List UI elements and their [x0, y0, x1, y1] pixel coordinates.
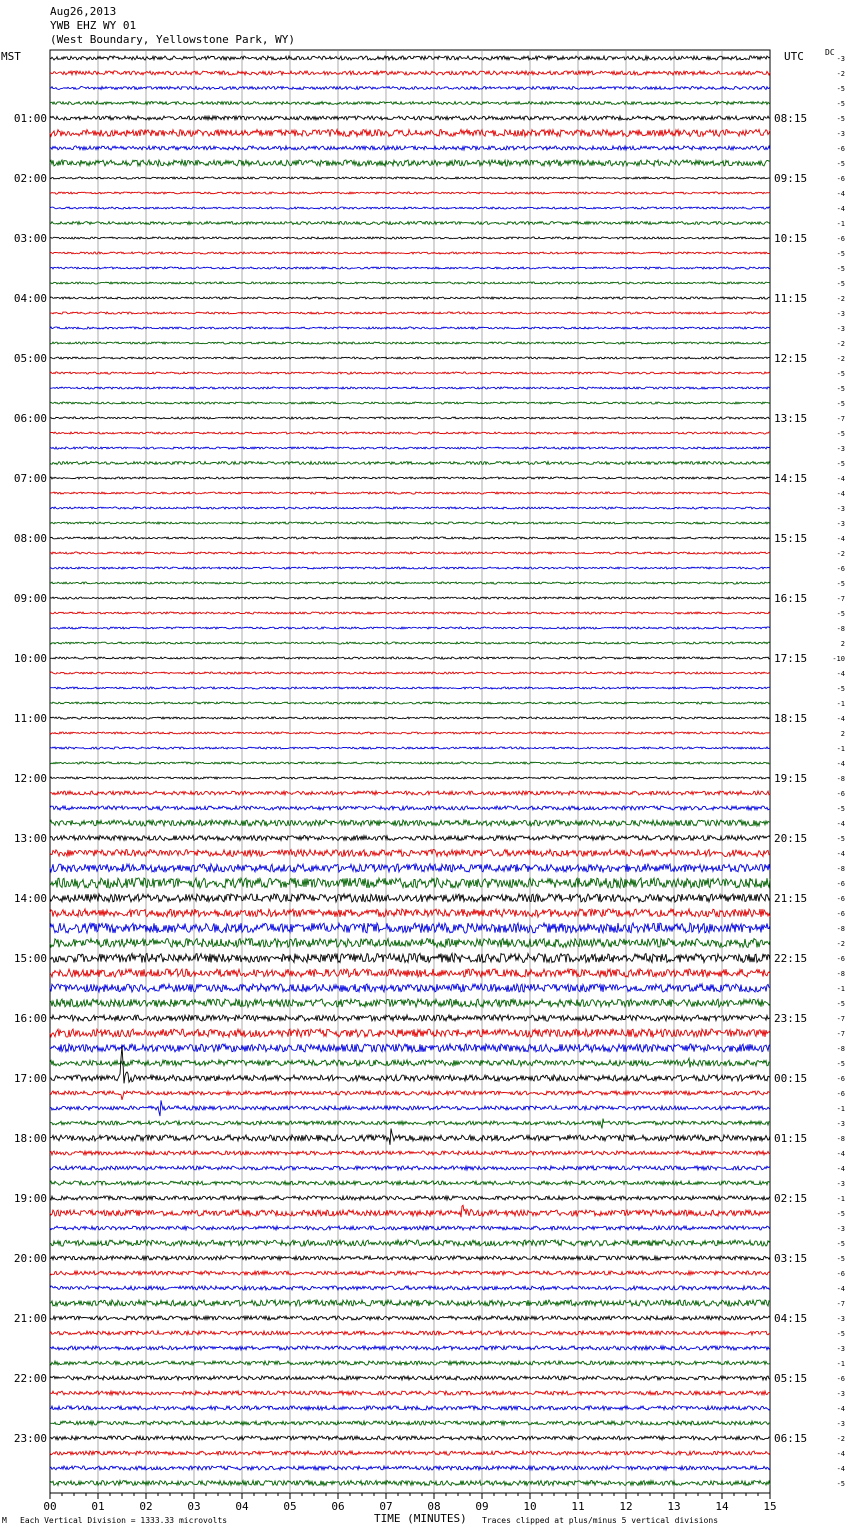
seismic-trace — [50, 507, 770, 509]
dc-offset-value: -6 — [836, 955, 845, 963]
x-tick-label: 12 — [619, 1500, 633, 1513]
seismic-trace — [50, 402, 770, 404]
dc-offset-value: -4 — [836, 850, 845, 858]
dc-offset-value: -3 — [836, 325, 845, 333]
dc-offset-header: DC — [825, 48, 835, 57]
dc-offset-value: -5 — [836, 430, 845, 438]
dc-offset-value: -3 — [836, 505, 845, 513]
dc-offset-value: -1 — [836, 985, 845, 993]
seismic-trace — [50, 1181, 770, 1185]
seismic-trace — [50, 1451, 770, 1455]
seismic-trace — [50, 462, 770, 465]
dc-offset-value: -2 — [836, 355, 845, 363]
dc-offset-value: -6 — [836, 235, 845, 243]
left-timezone-label: MST — [1, 50, 21, 63]
seismic-trace — [50, 1205, 770, 1217]
seismic-trace — [50, 1046, 770, 1083]
x-axis-title: TIME (MINUTES) — [374, 1512, 467, 1525]
dc-offset-value: -4 — [836, 490, 845, 498]
utc-hour-label: 20:15 — [774, 832, 808, 845]
dc-offset-value: -4 — [836, 205, 845, 213]
x-tick-label: 07 — [379, 1500, 393, 1513]
seismic-trace — [50, 537, 770, 539]
dc-offset-value: -4 — [836, 1150, 845, 1158]
mst-hour-label: 16:00 — [13, 1012, 47, 1025]
seismic-trace — [50, 923, 770, 933]
seismic-trace — [50, 1436, 770, 1440]
dc-offset-value: -6 — [836, 790, 845, 798]
seismic-trace — [50, 297, 770, 299]
mst-hour-label: 02:00 — [13, 172, 47, 185]
seismic-trace — [50, 282, 770, 284]
dc-offset-value: -5 — [836, 1480, 845, 1488]
seismic-trace — [50, 146, 770, 150]
x-tick-label: 11 — [571, 1500, 585, 1513]
seismic-trace — [50, 552, 770, 554]
seismic-trace — [50, 820, 770, 826]
seismic-trace — [50, 836, 770, 841]
seismic-trace — [50, 642, 770, 644]
seismic-trace — [50, 909, 770, 917]
dc-offset-value: -4 — [836, 535, 845, 543]
dc-offset-value: -4 — [836, 1465, 845, 1473]
seismic-trace — [50, 447, 770, 449]
seismic-trace — [50, 492, 770, 494]
seismic-trace — [50, 1406, 770, 1410]
dc-offset-value: -5 — [836, 1060, 845, 1068]
dc-offset-value: -4 — [836, 475, 845, 483]
dc-offset-value: -2 — [836, 550, 845, 558]
dc-offset-value: -4 — [836, 670, 845, 678]
dc-offset-value: -7 — [836, 1015, 845, 1023]
seismic-trace — [50, 192, 770, 194]
dc-offset-value: -5 — [836, 265, 845, 273]
seismic-trace — [50, 777, 770, 779]
mst-hour-label: 17:00 — [13, 1072, 47, 1085]
seismic-trace — [50, 878, 770, 888]
seismic-trace — [50, 477, 770, 479]
mst-hour-label: 22:00 — [13, 1372, 47, 1385]
x-tick-label: 00 — [43, 1500, 57, 1513]
utc-hour-label: 02:15 — [774, 1192, 808, 1205]
seismic-trace — [50, 582, 770, 584]
seismic-trace — [50, 864, 770, 872]
seismic-trace — [50, 1391, 770, 1395]
seismic-trace — [50, 999, 770, 1007]
x-tick-label: 01 — [91, 1500, 105, 1513]
seismic-trace — [50, 1376, 770, 1380]
mst-hour-label: 15:00 — [13, 952, 47, 965]
dc-offset-value: -1 — [836, 1195, 845, 1203]
seismic-trace — [50, 732, 770, 734]
mst-hour-label: 09:00 — [13, 592, 47, 605]
dc-offset-value: -1 — [836, 700, 845, 708]
dc-offset-value: -1 — [836, 745, 845, 753]
utc-hour-label: 04:15 — [774, 1312, 808, 1325]
mst-hour-label: 14:00 — [13, 892, 47, 905]
dc-offset-value: -7 — [836, 1300, 845, 1308]
seismic-trace — [50, 417, 770, 419]
dc-offset-value: -2 — [836, 940, 845, 948]
utc-hour-label: 19:15 — [774, 772, 808, 785]
x-tick-label: 08 — [427, 1500, 441, 1513]
seismic-trace — [50, 850, 770, 857]
utc-hour-label: 14:15 — [774, 472, 808, 485]
utc-hour-label: 17:15 — [774, 652, 808, 665]
corner-mark: M — [2, 1516, 7, 1525]
dc-offset-value: -10 — [832, 655, 845, 663]
utc-hour-label: 05:15 — [774, 1372, 808, 1385]
seismic-trace — [50, 1286, 770, 1290]
seismic-trace — [50, 1058, 770, 1067]
mst-hour-label: 19:00 — [13, 1192, 47, 1205]
seismic-trace — [50, 432, 770, 434]
seismic-trace — [50, 102, 770, 105]
seismic-trace — [50, 222, 770, 225]
dc-offset-value: -6 — [836, 880, 845, 888]
seismic-trace — [50, 327, 770, 329]
mst-hour-label: 13:00 — [13, 832, 47, 845]
utc-hour-label: 13:15 — [774, 412, 808, 425]
seismic-trace — [50, 387, 770, 389]
x-tick-label: 15 — [763, 1500, 777, 1513]
dc-offset-value: -5 — [836, 460, 845, 468]
dc-offset-value: -3 — [836, 1315, 845, 1323]
dc-offset-value: -4 — [836, 715, 845, 723]
seismic-trace — [50, 1166, 770, 1170]
dc-offset-value: -3 — [836, 520, 845, 528]
mst-hour-label: 12:00 — [13, 772, 47, 785]
seismic-trace — [50, 252, 770, 254]
dc-offset-value: -2 — [836, 295, 845, 303]
dc-offset-value: -5 — [836, 805, 845, 813]
seismic-trace — [50, 1481, 770, 1486]
x-tick-label: 05 — [283, 1500, 297, 1513]
dc-offset-value: -1 — [836, 1105, 845, 1113]
utc-hour-label: 01:15 — [774, 1132, 808, 1145]
seismic-trace — [50, 1421, 770, 1425]
dc-offset-value: -4 — [836, 1165, 845, 1173]
dc-offset-value: -8 — [836, 625, 845, 633]
dc-offset-value: -2 — [836, 340, 845, 348]
seismic-trace — [50, 1044, 770, 1052]
dc-offset-value: -5 — [836, 610, 845, 618]
dc-offset-value: -5 — [836, 400, 845, 408]
seismic-trace — [50, 1316, 770, 1320]
dc-offset-value: -8 — [836, 970, 845, 978]
seismic-trace — [50, 1331, 770, 1335]
mst-hour-label: 21:00 — [13, 1312, 47, 1325]
dc-offset-value: -5 — [836, 1330, 845, 1338]
dc-offset-value: -5 — [836, 115, 845, 123]
mst-hour-label: 11:00 — [13, 712, 47, 725]
dc-offset-value: -5 — [836, 1255, 845, 1263]
seismic-trace — [50, 237, 770, 239]
utc-hour-label: 12:15 — [774, 352, 808, 365]
utc-hour-label: 21:15 — [774, 892, 808, 905]
seismic-trace — [50, 342, 770, 344]
seismic-trace — [50, 1029, 770, 1037]
x-tick-label: 09 — [475, 1500, 489, 1513]
mst-hour-label: 20:00 — [13, 1252, 47, 1265]
seismic-trace — [50, 791, 770, 795]
seismic-trace — [50, 357, 770, 359]
utc-hour-label: 09:15 — [774, 172, 808, 185]
dc-offset-value: -6 — [836, 175, 845, 183]
seismic-trace — [50, 747, 770, 749]
scale-note: Each Vertical Division = 1333.33 microvolts — [20, 1516, 228, 1525]
dc-offset-value: -3 — [836, 310, 845, 318]
utc-hour-label: 10:15 — [774, 232, 808, 245]
x-tick-label: 06 — [331, 1500, 345, 1513]
seismic-trace — [50, 1346, 770, 1350]
dc-offset-value: -2 — [836, 1435, 845, 1443]
seismic-trace — [50, 984, 770, 992]
seismic-trace — [50, 1300, 770, 1306]
mst-hour-label: 10:00 — [13, 652, 47, 665]
seismic-trace — [50, 522, 770, 524]
utc-hour-label: 08:15 — [774, 112, 808, 125]
dc-offset-value: -5 — [836, 385, 845, 393]
plot-frame — [50, 50, 770, 1493]
dc-offset-value: -8 — [836, 775, 845, 783]
seismic-trace — [50, 372, 770, 374]
seismic-trace — [50, 207, 770, 209]
dc-offset-value: -4 — [836, 760, 845, 768]
dc-offset-value: -5 — [836, 1210, 845, 1218]
clip-note: Traces clipped at plus/minus 5 vertical divisions — [482, 1516, 719, 1525]
seismic-trace — [50, 177, 770, 179]
utc-hour-label: 22:15 — [774, 952, 808, 965]
seismic-trace — [50, 1091, 770, 1100]
utc-hour-label: 15:15 — [774, 532, 808, 545]
seismic-trace — [50, 1271, 770, 1275]
seismic-trace — [50, 1015, 770, 1021]
dc-offset-value: -6 — [836, 1075, 845, 1083]
seismic-trace — [50, 56, 770, 60]
dc-offset-value: -3 — [836, 1180, 845, 1188]
utc-hour-label: 16:15 — [774, 592, 808, 605]
mst-hour-label: 06:00 — [13, 412, 47, 425]
seismic-trace — [50, 116, 770, 120]
dc-offset-value: -5 — [836, 160, 845, 168]
dc-offset-value: -3 — [836, 1345, 845, 1353]
dc-offset-value: -6 — [836, 1375, 845, 1383]
seismic-trace — [50, 612, 770, 614]
dc-offset-value: -6 — [836, 1090, 845, 1098]
utc-hour-label: 06:15 — [774, 1432, 808, 1445]
dc-offset-value: -4 — [836, 1450, 845, 1458]
mst-hour-label: 18:00 — [13, 1132, 47, 1145]
dc-offset-value: -1 — [836, 1360, 845, 1368]
seismic-trace — [50, 702, 770, 704]
seismic-trace — [50, 657, 770, 659]
dc-offset-value: -8 — [836, 1045, 845, 1053]
seismic-trace — [50, 969, 770, 977]
seismic-trace — [50, 87, 770, 90]
seismic-trace — [50, 71, 770, 75]
seismic-trace — [50, 1240, 770, 1246]
utc-hour-label: 11:15 — [774, 292, 808, 305]
x-tick-label: 14 — [715, 1500, 729, 1513]
seismic-trace — [50, 267, 770, 269]
seismic-trace — [50, 597, 770, 599]
dc-offset-value: -3 — [836, 1225, 845, 1233]
recording-date: Aug26,2013 — [50, 5, 117, 18]
seismic-trace — [50, 672, 770, 674]
dc-offset-value: -3 — [836, 130, 845, 138]
x-tick-label: 04 — [235, 1500, 249, 1513]
seismic-trace — [50, 806, 770, 810]
mst-hour-label: 01:00 — [13, 112, 47, 125]
dc-offset-value: -6 — [836, 910, 845, 918]
dc-offset-value: -3 — [836, 55, 845, 63]
dc-offset-value: -7 — [836, 595, 845, 603]
utc-hour-label: 03:15 — [774, 1252, 808, 1265]
seismic-trace — [50, 1119, 770, 1129]
seismic-trace — [50, 160, 770, 166]
utc-hour-label: 00:15 — [774, 1072, 808, 1085]
dc-offset-value: -5 — [836, 100, 845, 108]
mst-hour-label: 23:00 — [13, 1432, 47, 1445]
seismic-trace — [50, 939, 770, 948]
dc-offset-value: -1 — [836, 220, 845, 228]
dc-offset-value: -3 — [836, 445, 845, 453]
x-tick-label: 02 — [139, 1500, 153, 1513]
mst-hour-label: 08:00 — [13, 532, 47, 545]
dc-offset-value: -3 — [836, 1420, 845, 1428]
mst-hour-label: 05:00 — [13, 352, 47, 365]
dc-offset-value: -4 — [836, 820, 845, 828]
seismic-trace — [50, 1226, 770, 1230]
dc-offset-value: -5 — [836, 835, 845, 843]
dc-offset-value: 2 — [840, 730, 845, 738]
seismic-trace — [50, 1151, 770, 1155]
dc-offset-value: -8 — [836, 865, 845, 873]
seismic-trace — [50, 687, 770, 689]
seismic-trace — [50, 130, 770, 137]
x-tick-label: 10 — [523, 1500, 537, 1513]
dc-offset-value: -7 — [836, 415, 845, 423]
dc-offset-value: -6 — [836, 1270, 845, 1278]
mst-hour-label: 03:00 — [13, 232, 47, 245]
utc-hour-label: 18:15 — [774, 712, 808, 725]
seismic-trace — [50, 1256, 770, 1260]
dc-offset-value: -5 — [836, 250, 845, 258]
mst-hour-label: 07:00 — [13, 472, 47, 485]
seismic-trace — [50, 567, 770, 569]
dc-offset-value: -8 — [836, 925, 845, 933]
seismic-trace — [50, 1466, 770, 1470]
seismic-trace — [50, 717, 770, 719]
x-tick-label: 03 — [187, 1500, 201, 1513]
dc-offset-value: -3 — [836, 1120, 845, 1128]
dc-offset-value: -5 — [836, 85, 845, 93]
dc-offset-value: 2 — [840, 640, 845, 648]
dc-offset-value: -5 — [836, 1000, 845, 1008]
dc-offset-value: -6 — [836, 895, 845, 903]
seismic-trace — [50, 627, 770, 629]
dc-offset-value: -6 — [836, 565, 845, 573]
seismic-trace — [50, 1129, 770, 1145]
dc-offset-value: -4 — [836, 1285, 845, 1293]
seismic-trace — [50, 1361, 770, 1365]
station-code: YWB EHZ WY 01 — [50, 19, 137, 32]
right-timezone-label: UTC — [784, 50, 804, 63]
dc-offset-value: -5 — [836, 1240, 845, 1248]
dc-offset-value: -3 — [836, 1390, 845, 1398]
dc-offset-value: -8 — [836, 1135, 845, 1143]
dc-offset-value: -5 — [836, 685, 845, 693]
seismic-trace — [50, 762, 770, 764]
dc-offset-value: -4 — [836, 190, 845, 198]
dc-offset-value: -4 — [836, 1405, 845, 1413]
dc-offset-value: -6 — [836, 145, 845, 153]
dc-offset-value: -7 — [836, 1030, 845, 1038]
seismic-trace — [50, 1100, 770, 1116]
x-tick-label: 13 — [667, 1500, 681, 1513]
station-location: (West Boundary, Yellowstone Park, WY) — [50, 33, 296, 46]
mst-hour-label: 04:00 — [13, 292, 47, 305]
seismic-trace — [50, 894, 770, 902]
dc-offset-value: -5 — [836, 580, 845, 588]
dc-offset-value: -2 — [836, 70, 845, 78]
utc-hour-label: 23:15 — [774, 1012, 808, 1025]
dc-offset-value: -5 — [836, 370, 845, 378]
seismic-trace — [50, 312, 770, 314]
seismic-trace — [50, 954, 770, 963]
seismic-trace — [50, 1196, 770, 1200]
dc-offset-value: -5 — [836, 280, 845, 288]
